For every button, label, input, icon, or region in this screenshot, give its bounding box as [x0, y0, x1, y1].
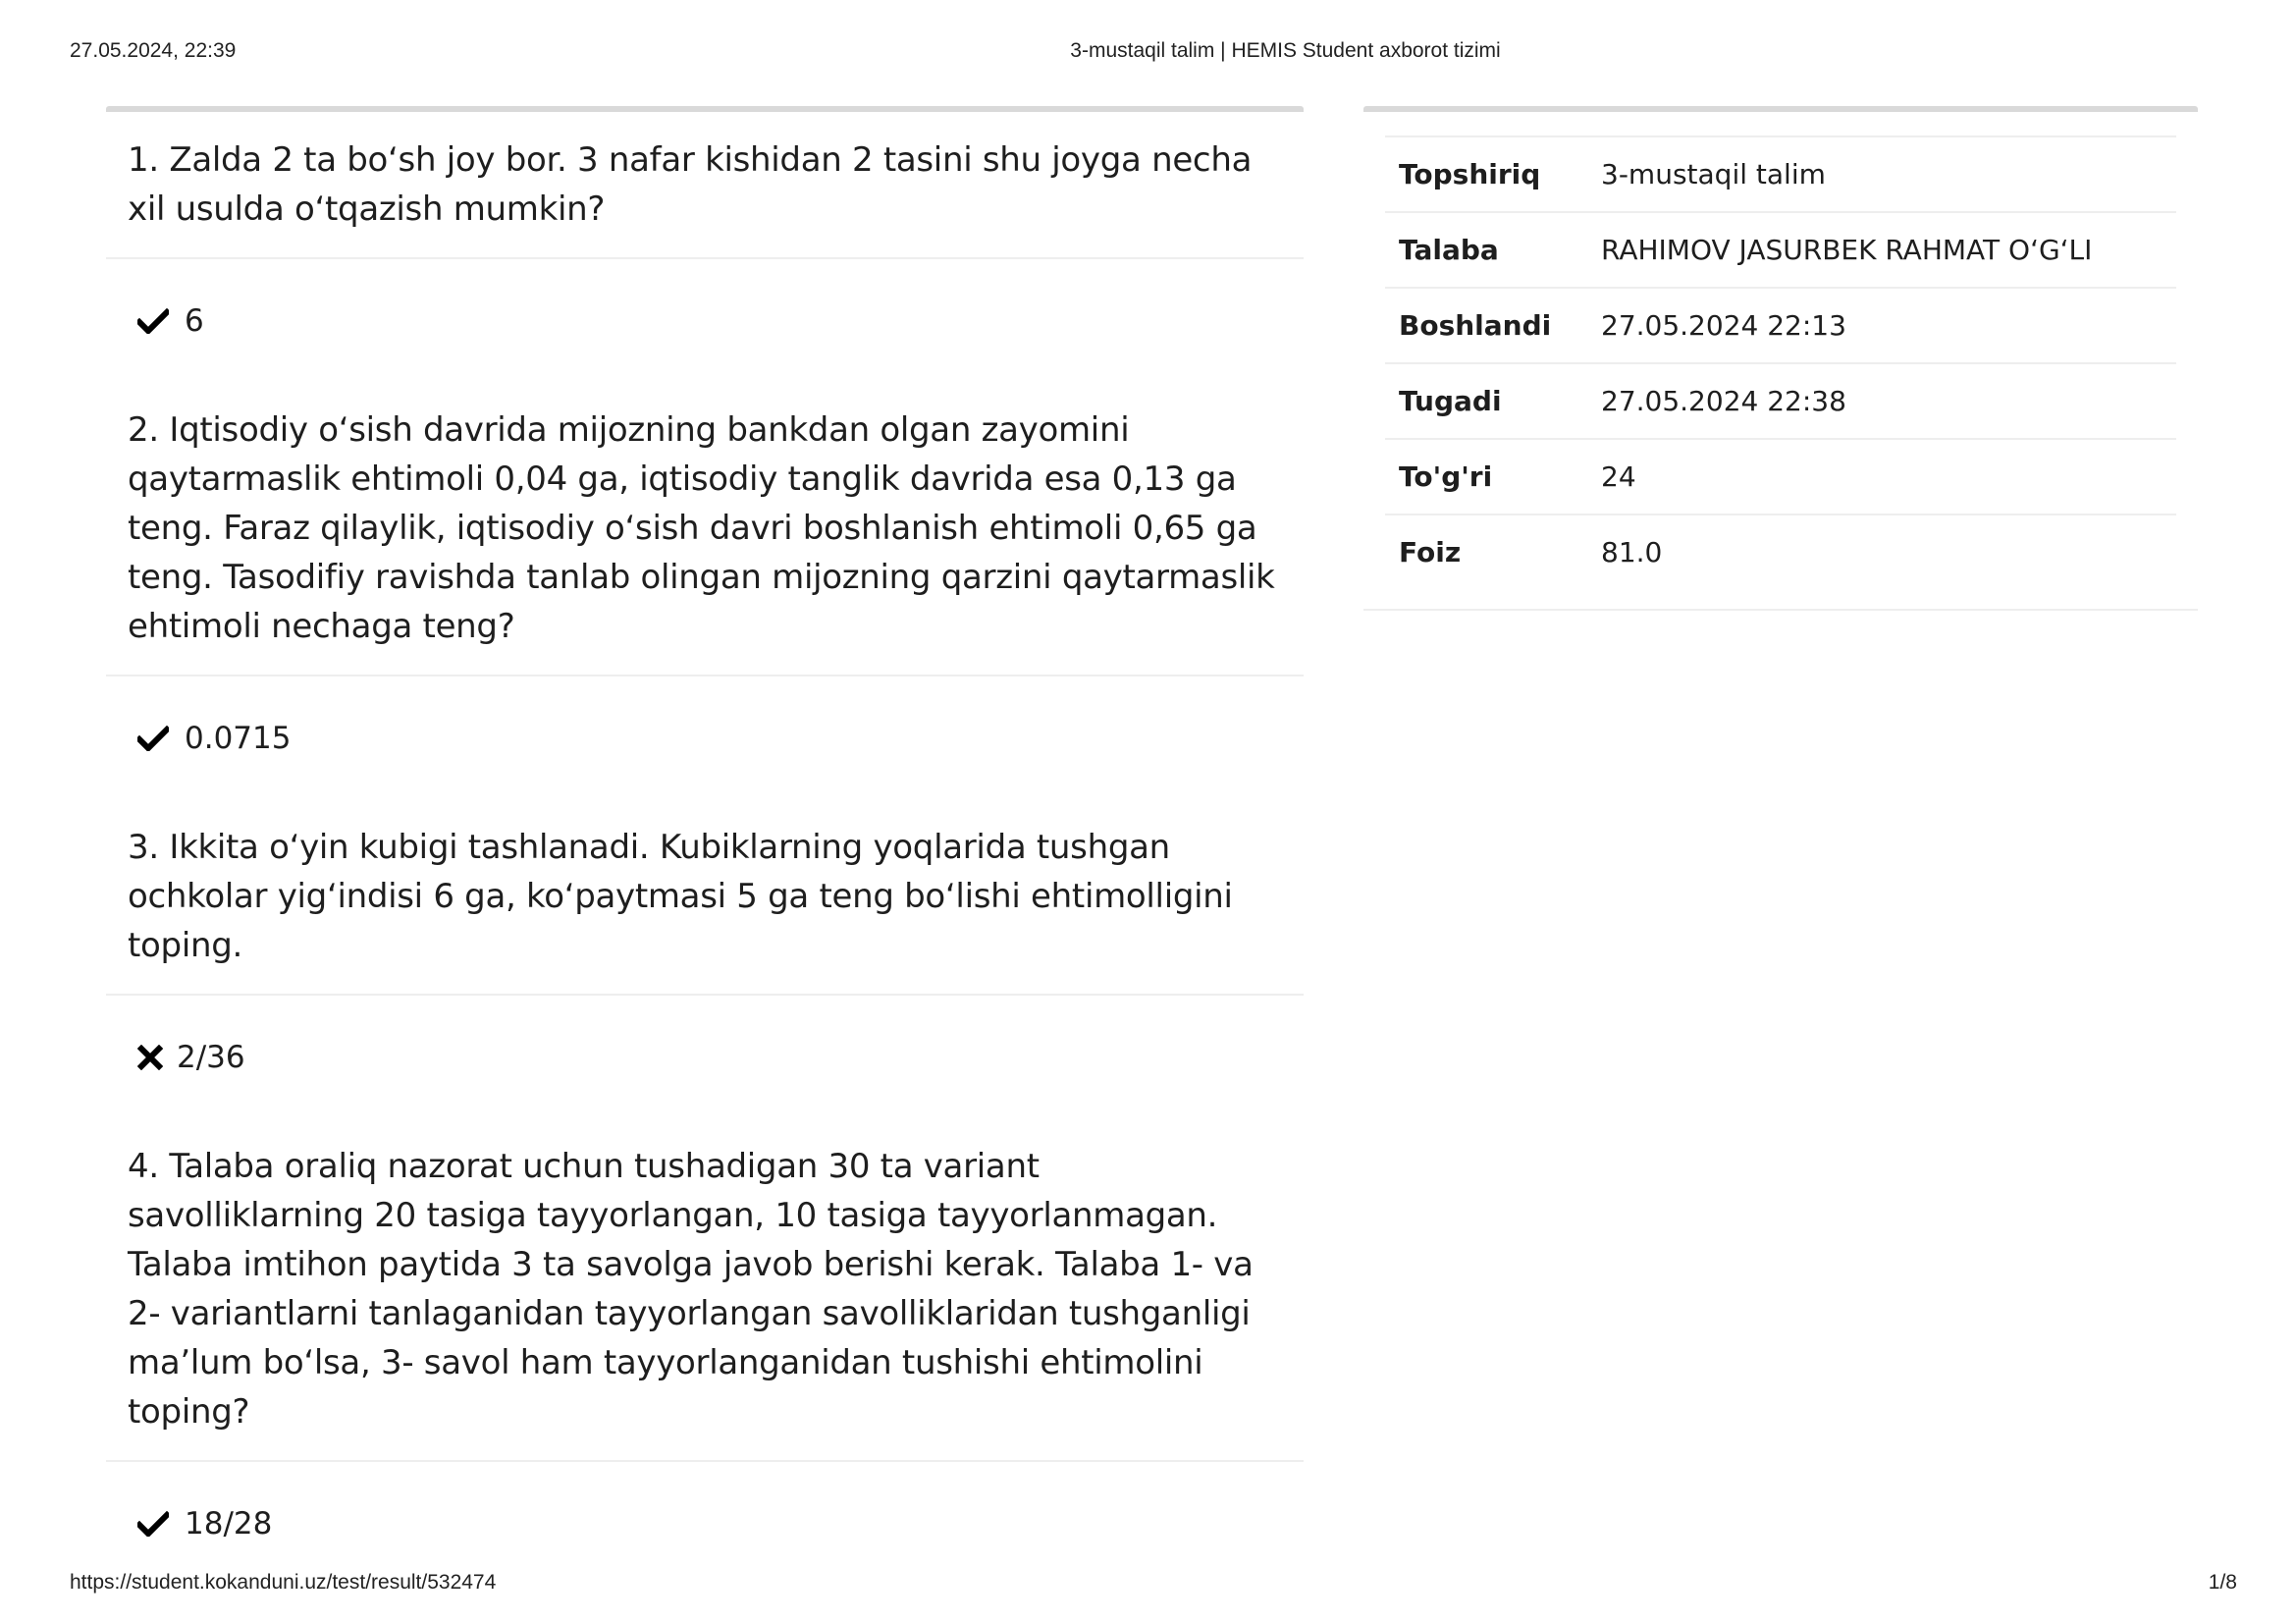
question-item: [106, 112, 1304, 382]
info-value: RAHIMOV JASURBEK RAHMAT O‘G‘LI: [1601, 234, 2093, 266]
info-label: Tugadi: [1399, 385, 1502, 417]
info-value: 3-mustaqil talim: [1601, 158, 1826, 190]
question-text: 2. Iqtisodiy o‘sish davrida mijozning bankdan olgan zayomini qaytarmaslik ehtimoli 0,04 ga, iqtisodiy tanglik davrida esa 0,13 ga teng. Faraz qilaylik, iqtisodiy o‘sish davri boshlanish ehtimoli 0,65 ga teng. Tasodifiy ravishda tanlab olingan mijozning qarzini qaytarmaslik ehtimoli nechaga teng?: [106, 382, 1304, 676]
answer-row: [106, 676, 1304, 799]
check-icon: [137, 726, 171, 751]
print-header: [0, 37, 2296, 67]
result-info-panel: [1363, 106, 2198, 611]
answer-row: [106, 1462, 1304, 1585]
answer-value: 0.0715: [185, 720, 292, 756]
questions-panel: [106, 106, 1304, 1585]
question-item: [106, 1118, 1304, 1585]
check-icon: [137, 1511, 171, 1537]
answer-value: 2/36: [177, 1039, 245, 1075]
answer-value: 6: [185, 302, 204, 339]
info-row-topshiriq: [1385, 136, 2176, 212]
question-text: 4. Talaba oraliq nazorat uchun tushadigan 30 ta variant savolliklarning 20 tasiga tayyorlangan, 10 tasiga tayyorlanmagan. Talaba imtihon paytida 3 ta savolga javob berishi kerak. Talaba 1- va 2- variantlarni tanlaganidan tayyorlangan savolliklaridan tushganligi ma’lum bo‘lsa, 3- savol ham tayyorlanganidan tushishi ehtimolini toping?: [106, 1118, 1304, 1462]
question-text: 3. Ikkita o‘yin kubigi tashlanadi. Kubiklarning yoqlarida tushgan ochkolar yig‘indisi 6 ga, ko‘paytmasi 5 ga teng bo‘lishi ehtimolligini toping.: [106, 799, 1304, 996]
info-value: 24: [1601, 460, 1636, 493]
info-row-talaba: [1385, 212, 2176, 288]
answer-row: [106, 259, 1304, 382]
info-label: Boshlandi: [1399, 309, 1552, 342]
info-label: Foiz: [1399, 536, 1462, 568]
info-label: To'g'ri: [1399, 460, 1493, 493]
info-row-foiz: [1385, 514, 2176, 589]
info-row-tugadi: [1385, 363, 2176, 439]
print-url: https://student.kokanduni.uz/test/result/532474: [70, 1571, 497, 1594]
print-date: 27.05.2024, 22:39: [70, 39, 237, 62]
cross-icon: [137, 1045, 163, 1070]
answer-row: [106, 996, 1304, 1118]
check-icon: [137, 308, 171, 334]
info-value: 27.05.2024 22:38: [1601, 385, 1846, 417]
question-item: [106, 799, 1304, 1118]
print-title: 3-mustaqil talim | HEMIS Student axborot tizimi: [1070, 39, 1501, 62]
print-page-number: 1/8: [2208, 1571, 2237, 1594]
print-footer: [0, 1569, 2296, 1598]
info-value: 27.05.2024 22:13: [1601, 309, 1846, 342]
info-label: Topshiriq: [1399, 158, 1541, 190]
info-row-boshlandi: [1385, 288, 2176, 363]
question-text: 1. Zalda 2 ta bo‘sh joy bor. 3 nafar kishidan 2 tasini shu joyga necha xil usulda o‘tqazish mumkin?: [106, 112, 1304, 259]
result-info-table: [1385, 135, 2176, 589]
info-value: 81.0: [1601, 536, 1663, 568]
answer-value: 18/28: [185, 1505, 273, 1542]
question-item: [106, 382, 1304, 799]
info-row-togri: [1385, 439, 2176, 514]
info-label: Talaba: [1399, 234, 1499, 266]
